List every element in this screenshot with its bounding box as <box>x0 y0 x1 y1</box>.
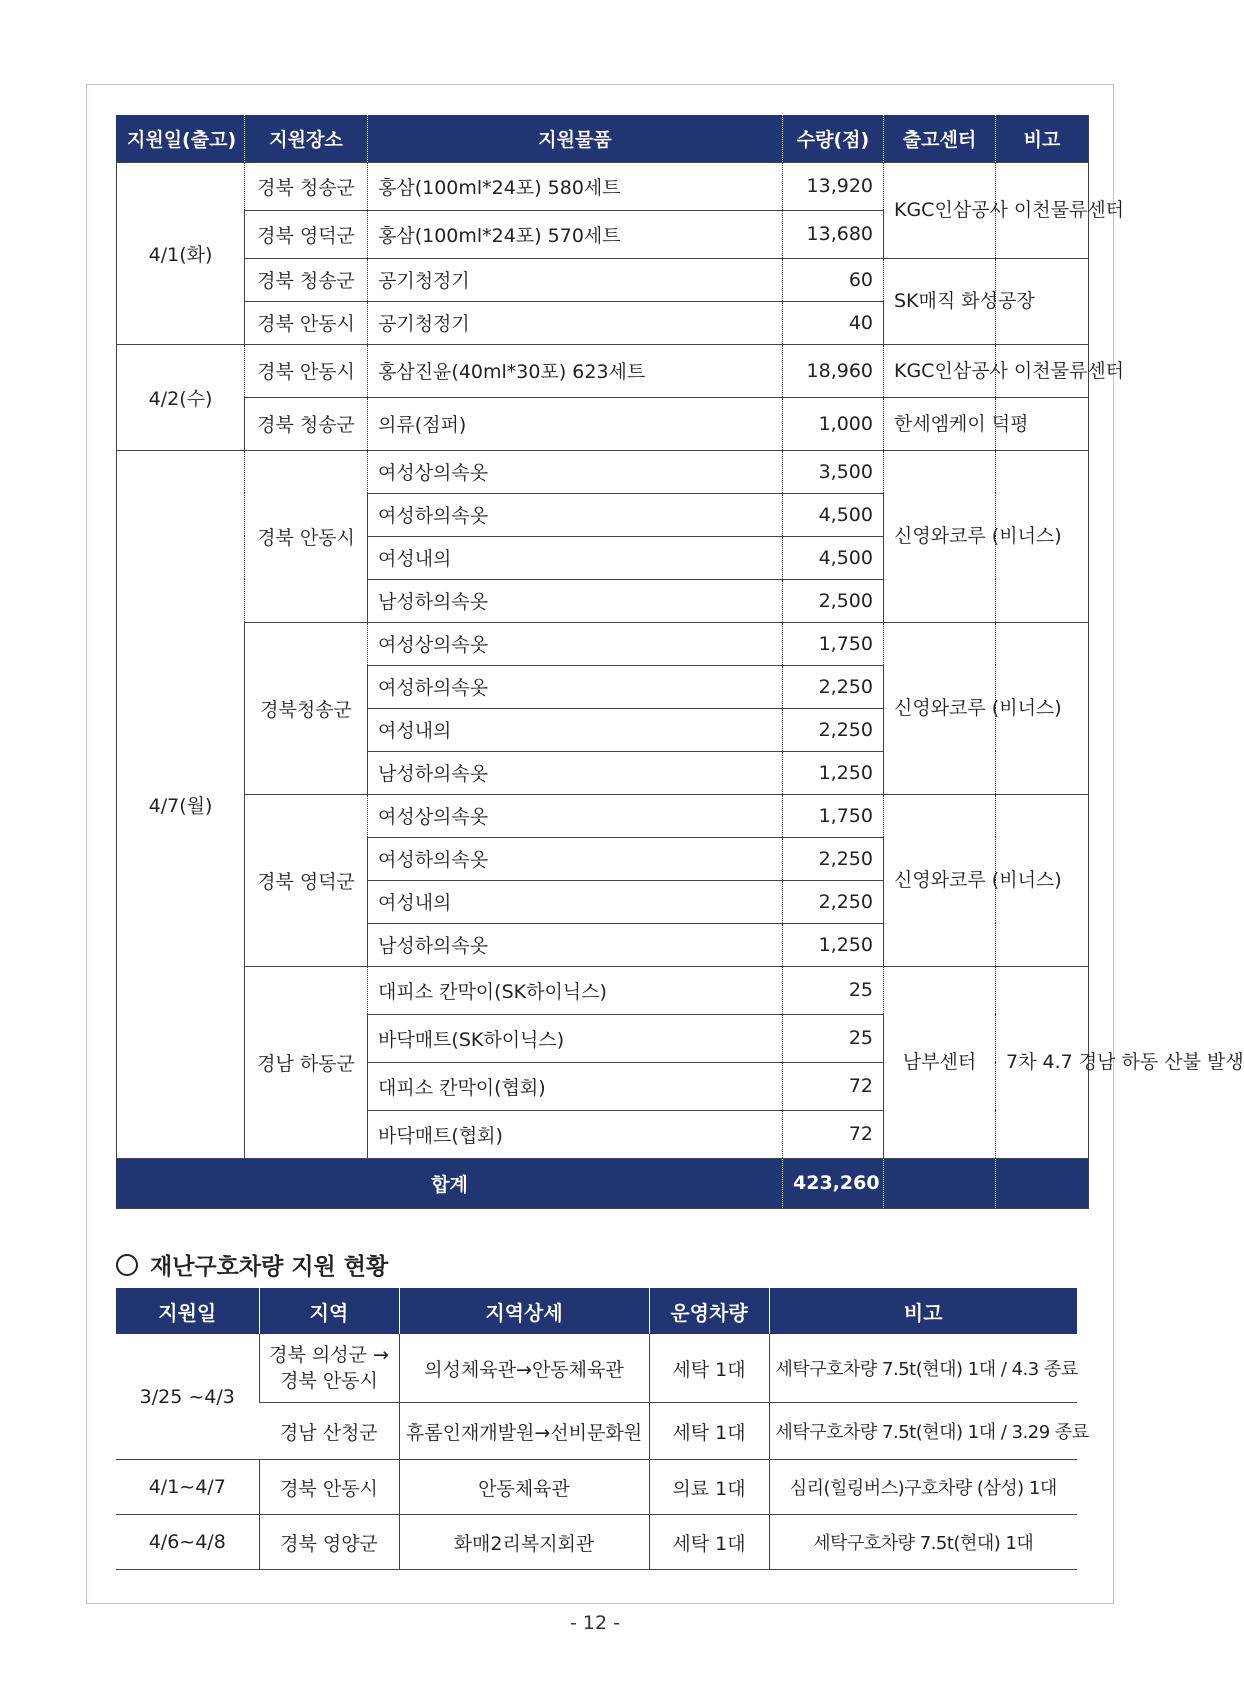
vehicle-cell: 세탁 1대 <box>649 1403 769 1460</box>
qty-cell: 2,500 <box>783 579 884 622</box>
table-row <box>116 1334 1077 1403</box>
table-header-row <box>117 115 1089 162</box>
total-qty: 423,260 <box>783 1158 884 1208</box>
qty-cell: 25 <box>783 1014 884 1062</box>
table-row <box>117 966 1089 1014</box>
header-center: 출고센터 <box>884 115 996 162</box>
supplies-table <box>116 115 1244 1209</box>
center-cell: 한세엠케이 덕평 <box>884 397 996 450</box>
qty-cell: 2,250 <box>783 708 884 751</box>
qty-cell: 2,250 <box>783 665 884 708</box>
table-row <box>117 794 1089 837</box>
table-row <box>116 1403 1077 1460</box>
vehicle-table <box>116 1288 1089 1570</box>
section-heading <box>116 1248 388 1281</box>
place-cell: 경북 청송군 <box>245 162 368 210</box>
table-row <box>117 344 1089 397</box>
date-cell: 4/6~4/8 <box>116 1515 259 1570</box>
qty-cell: 1,750 <box>783 622 884 665</box>
center-cell: SK매직 화성공장 <box>884 258 996 344</box>
place-cell: 경북 청송군 <box>245 397 368 450</box>
item-cell: 남성하의속옷 <box>368 579 783 622</box>
table-row <box>117 162 1089 210</box>
page-number: - 12 - <box>570 1612 620 1634</box>
qty-cell: 13,920 <box>783 162 884 210</box>
place-cell: 경남 하동군 <box>245 966 368 1158</box>
header-date: 지원일(출고) <box>117 115 245 162</box>
detail-cell: 휴롬인재개발원→선비문화원 <box>399 1403 649 1460</box>
item-cell: 의류(점퍼) <box>368 397 783 450</box>
item-cell: 대피소 칸막이(협회) <box>368 1062 783 1110</box>
date-cell: 3/25 ~4/3 <box>116 1334 259 1460</box>
section-title-text: 재난구호차량 지원 현황 <box>150 1254 389 1280</box>
place-cell: 경북 안동시 <box>245 344 368 397</box>
qty-cell: 18,960 <box>783 344 884 397</box>
qty-cell: 60 <box>783 258 884 301</box>
total-empty-note <box>996 1158 1089 1208</box>
center-cell: KGC인삼공사 이천물류센터 <box>884 344 996 397</box>
table-row <box>117 450 1089 493</box>
center-cell: 남부센터 <box>884 966 996 1158</box>
table-row <box>116 1515 1077 1570</box>
detail-cell: 안동체육관 <box>399 1460 649 1515</box>
header-place: 지원장소 <box>245 115 368 162</box>
qty-cell: 40 <box>783 301 884 344</box>
place-cell: 경북 영덕군 <box>245 210 368 258</box>
item-cell: 바닥매트(SK하이닉스) <box>368 1014 783 1062</box>
header-item: 지원물품 <box>368 115 783 162</box>
total-label: 합계 <box>117 1158 783 1208</box>
vehicle-cell: 의료 1대 <box>649 1460 769 1515</box>
header-region: 지역 <box>259 1288 399 1334</box>
date-cell: 4/7(월) <box>117 450 245 1158</box>
qty-cell: 1,250 <box>783 751 884 794</box>
qty-cell: 2,250 <box>783 880 884 923</box>
detail-cell: 화매2리복지회관 <box>399 1515 649 1570</box>
total-row <box>117 1158 1089 1208</box>
item-cell: 공기청정기 <box>368 301 783 344</box>
circle-bullet-icon <box>116 1254 138 1276</box>
center-cell: 신영와코루 (비너스) <box>884 450 996 622</box>
item-cell: 여성하의속옷 <box>368 665 783 708</box>
region-cell: 경북 영양군 <box>259 1515 399 1570</box>
header-note: 비고 <box>769 1288 1077 1334</box>
table-header-row <box>116 1288 1077 1334</box>
table-row <box>117 397 1089 450</box>
qty-cell: 1,250 <box>783 923 884 966</box>
place-cell: 경북 청송군 <box>245 258 368 301</box>
qty-cell: 4,500 <box>783 536 884 579</box>
table-row <box>116 1460 1077 1515</box>
date-cell: 4/2(수) <box>117 344 245 450</box>
item-cell: 남성하의속옷 <box>368 751 783 794</box>
qty-cell: 13,680 <box>783 210 884 258</box>
note-cell: 심리(힐링버스)구호차량 (삼성) 1대 <box>769 1460 1077 1515</box>
note-cell: 세탁구호차량 7.5t(현대) 1대 <box>769 1515 1077 1570</box>
item-cell: 여성상의속옷 <box>368 794 783 837</box>
note-cell: 7차 4.7 경남 하동 산불 발생 <box>996 966 1089 1158</box>
center-cell: KGC인삼공사 이천물류센터 <box>884 162 996 258</box>
item-cell: 여성하의속옷 <box>368 837 783 880</box>
qty-cell: 1,000 <box>783 397 884 450</box>
item-cell: 홍삼(100ml*24포) 570세트 <box>368 210 783 258</box>
qty-cell: 2,250 <box>783 837 884 880</box>
total-empty-center <box>884 1158 996 1208</box>
item-cell: 여성내의 <box>368 536 783 579</box>
region-cell: 경남 산청군 <box>259 1403 399 1460</box>
item-cell: 여성상의속옷 <box>368 622 783 665</box>
table-row <box>117 258 1089 301</box>
vehicle-cell: 세탁 1대 <box>649 1515 769 1570</box>
qty-cell: 4,500 <box>783 493 884 536</box>
place-cell: 경북 안동시 <box>245 450 368 622</box>
header-detail: 지역상세 <box>399 1288 649 1334</box>
item-cell: 여성내의 <box>368 708 783 751</box>
date-cell: 4/1~4/7 <box>116 1460 259 1515</box>
place-cell: 경북 안동시 <box>245 301 368 344</box>
item-cell: 공기청정기 <box>368 258 783 301</box>
qty-cell: 1,750 <box>783 794 884 837</box>
qty-cell: 72 <box>783 1062 884 1110</box>
qty-cell: 72 <box>783 1110 884 1158</box>
qty-cell: 3,500 <box>783 450 884 493</box>
item-cell: 여성하의속옷 <box>368 493 783 536</box>
place-cell: 경북 영덕군 <box>245 794 368 966</box>
center-cell: 신영와코루 (비너스) <box>884 622 996 794</box>
item-cell: 여성상의속옷 <box>368 450 783 493</box>
item-cell: 대피소 칸막이(SK하이닉스) <box>368 966 783 1014</box>
center-cell: 신영와코루 (비너스) <box>884 794 996 966</box>
item-cell: 바닥매트(협회) <box>368 1110 783 1158</box>
table-row <box>117 622 1089 665</box>
item-cell: 여성내의 <box>368 880 783 923</box>
item-cell: 남성하의속옷 <box>368 923 783 966</box>
region-cell: 경북 안동시 <box>259 1460 399 1515</box>
place-cell: 경북청송군 <box>245 622 368 794</box>
note-cell: 세탁구호차량 7.5t(현대) 1대 / 4.3 종료 <box>769 1334 1077 1403</box>
date-cell: 4/1(화) <box>117 162 245 344</box>
region-cell: 경북 의성군 →경북 안동시 <box>259 1334 399 1403</box>
detail-cell: 의성체육관→안동체육관 <box>399 1334 649 1403</box>
header-date: 지원일 <box>116 1288 259 1334</box>
header-qty: 수량(점) <box>783 115 884 162</box>
qty-cell: 25 <box>783 966 884 1014</box>
note-cell: 세탁구호차량 7.5t(현대) 1대 / 3.29 종료 <box>769 1403 1077 1460</box>
item-cell: 홍삼진윤(40ml*30포) 623세트 <box>368 344 783 397</box>
vehicle-cell: 세탁 1대 <box>649 1334 769 1403</box>
header-note: 비고 <box>996 115 1089 162</box>
item-cell: 홍삼(100ml*24포) 580세트 <box>368 162 783 210</box>
header-vehicle: 운영차량 <box>649 1288 769 1334</box>
